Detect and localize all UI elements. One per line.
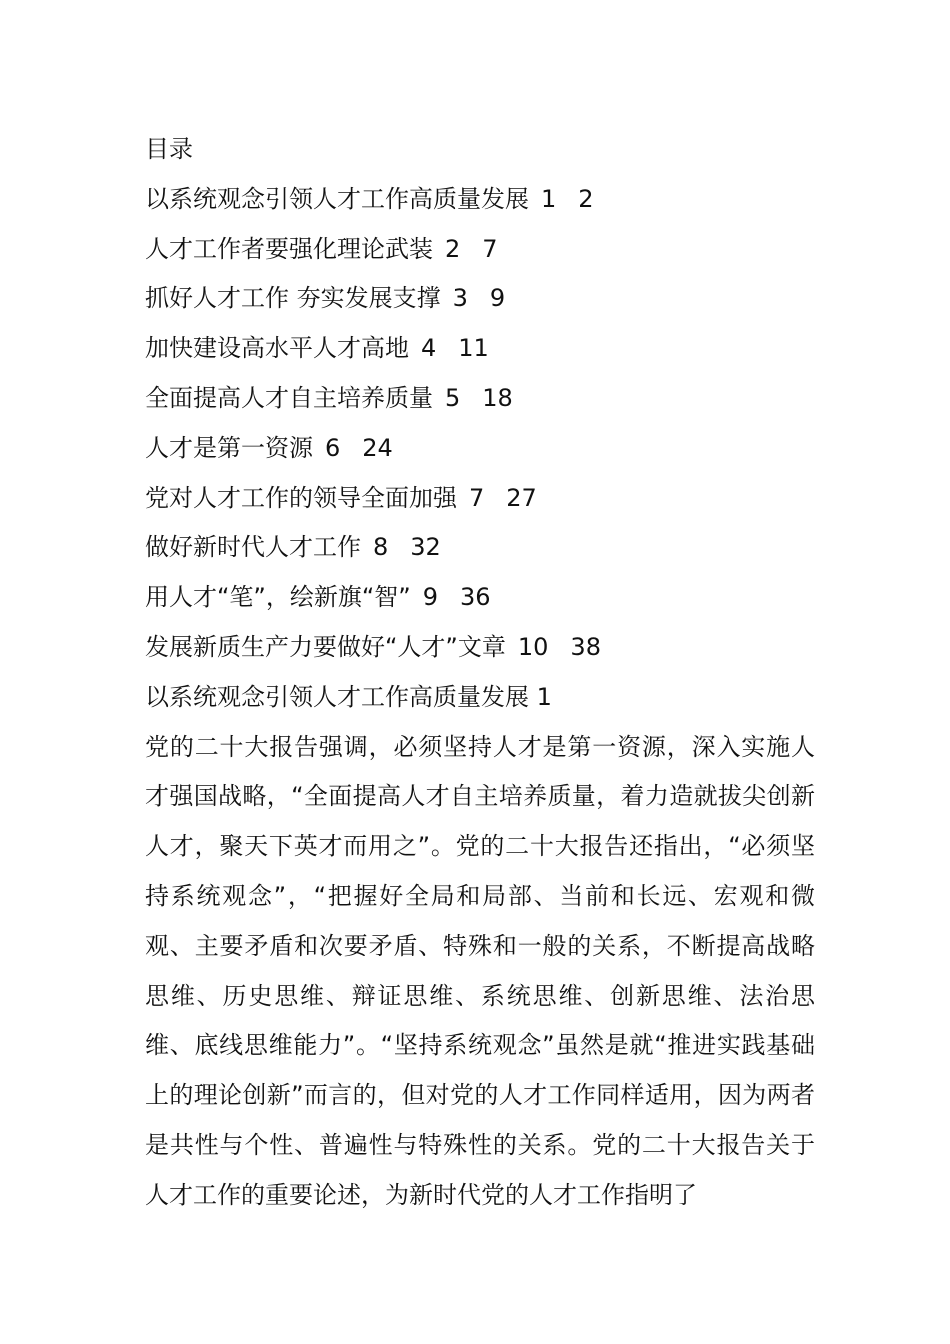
toc-entry-page: 7 [482, 234, 498, 263]
toc-entry[interactable] [145, 474, 815, 524]
toc-entry-title: 用人才“笔”，绘新旗“智” [145, 583, 411, 612]
toc-entry-title: 人才是第一资源 [145, 433, 313, 462]
toc-entry[interactable] [145, 424, 815, 474]
toc-entry-page: 27 [506, 483, 537, 512]
toc-entry-number: 2 [445, 234, 461, 263]
toc-entry[interactable] [145, 623, 815, 673]
toc-entry-page: 11 [458, 334, 489, 363]
toc-entry-title: 抓好人才工作 夯实发展支撑 [145, 284, 441, 313]
toc-entry-number: 5 [445, 383, 461, 412]
toc-entry-page: 9 [489, 284, 506, 313]
toc-entry-number: 3 [452, 284, 468, 313]
toc-entry-number: 8 [373, 533, 389, 562]
toc-entry-page: 18 [482, 383, 513, 412]
toc-entry-page: 38 [570, 632, 601, 661]
toc-entry-title: 全面提高人才自主培养质量 [145, 383, 433, 412]
toc-entry-page: 36 [460, 583, 491, 612]
toc-entry-title: 加快建设高水平人才高地 [145, 334, 409, 363]
toc-entry-number: 7 [469, 483, 485, 512]
toc-entry-title: 人才工作者要强化理论武装 [145, 234, 433, 263]
toc-entry[interactable] [145, 573, 815, 623]
toc-entry-number: 9 [422, 583, 439, 612]
toc-entry[interactable] [145, 374, 815, 424]
toc-entry-title: 以系统观念引领人才工作高质量发展 [145, 184, 529, 213]
toc-entry[interactable] [145, 274, 815, 324]
toc-entry[interactable] [145, 523, 815, 573]
toc-entry-page: 2 [578, 184, 594, 213]
toc-heading: 目录 [145, 135, 193, 163]
toc-entry-page: 24 [362, 433, 393, 462]
article-title: 以系统观念引领人才工作高质量发展 1 [145, 682, 552, 711]
toc-entry-page: 32 [410, 533, 441, 562]
toc-entry[interactable] [145, 175, 815, 225]
toc-entry-number: 10 [517, 632, 549, 661]
toc-entry-title: 党对人才工作的领导全面加强 [145, 483, 457, 512]
toc-entry-number: 6 [325, 433, 341, 462]
toc-entry-number: 1 [541, 184, 557, 213]
toc-entry-number: 4 [421, 334, 437, 363]
toc-entry-title: 做好新时代人才工作 [145, 533, 361, 562]
article-paragraph: 党的二十大报告强调，必须坚持人才是第一资源，深入实施人才强国战略，“全面提高人才自主培养质量，着力造就拔尖创新人才，聚天下英才而用之”。党的二十大报告还指出，“必须坚持系统观念”，“把握好全局和局部、当前和长远、宏观和微观、主要矛盾和次要矛盾、特殊和一般的关系，不断提高战略思维、历史思维、辩证思维、系统思维、创新思维、法治思维、底线思维能力”。“坚持系统观念”虽然是就“推进实践基础上的理论创新”而言的，但对党的人才工作同样适用，因为两者是共性与个性、普遍性与特殊性的关系。党的二十大报告关于人才工作的重要论述，为新时代党的人才工作指明了 [145, 732, 815, 1209]
toc-entry-title: 发展新质生产力要做好“人才”文章 [145, 632, 506, 661]
document-page [145, 125, 815, 1221]
toc-entry[interactable] [145, 225, 815, 275]
toc-entry[interactable] [145, 324, 815, 374]
